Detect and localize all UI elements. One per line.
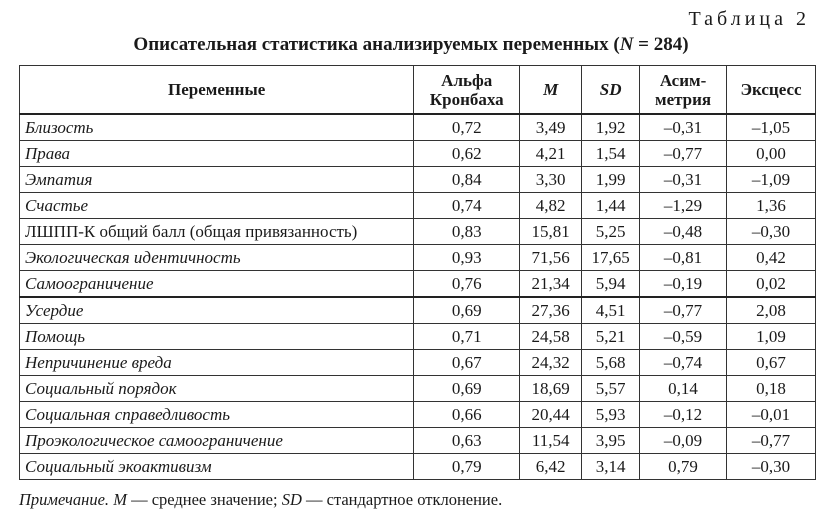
header-skewness [640, 66, 727, 115]
table-row [20, 428, 816, 454]
header-sd: SD [582, 66, 640, 115]
cell-alpha: 0,83 [414, 219, 520, 245]
cell-mean: 27,36 [520, 297, 582, 324]
cell-mean: 18,69 [520, 376, 582, 402]
cell-alpha: 0,79 [414, 454, 520, 480]
table-row [20, 114, 816, 141]
cell-kurtosis: 0,67 [727, 350, 816, 376]
cell-alpha: 0,71 [414, 324, 520, 350]
cell-skewness: –0,09 [640, 428, 727, 454]
cell-mean: 21,34 [520, 271, 582, 298]
note-sd-symbol: SD [281, 490, 302, 509]
cell-kurtosis: –1,05 [727, 114, 816, 141]
cell-variable: Социальный экоактивизм [20, 454, 414, 480]
cell-kurtosis: 1,09 [727, 324, 816, 350]
cell-variable: Социальный порядок [20, 376, 414, 402]
cell-kurtosis: 0,00 [727, 141, 816, 167]
cell-sd: 1,44 [582, 193, 640, 219]
cell-mean: 71,56 [520, 245, 582, 271]
header-alpha-line2: Кронбаха [429, 89, 504, 109]
cell-kurtosis: 1,36 [727, 193, 816, 219]
cell-alpha: 0,76 [414, 271, 520, 298]
cell-variable: Счастье [20, 193, 414, 219]
header-mean: M [520, 66, 582, 115]
cell-alpha: 0,93 [414, 245, 520, 271]
caption-n-symbol: N [619, 34, 634, 55]
cell-variable: Помощь [20, 324, 414, 350]
cell-variable: Самоограничение [20, 271, 414, 298]
cell-sd: 5,25 [582, 219, 640, 245]
table-row [20, 219, 816, 245]
cell-mean: 4,21 [520, 141, 582, 167]
cell-skewness: –0,19 [640, 271, 727, 298]
cell-mean: 3,49 [520, 114, 582, 141]
table-row [20, 402, 816, 428]
cell-alpha: 0,69 [414, 376, 520, 402]
cell-kurtosis: 0,18 [727, 376, 816, 402]
caption-prefix: Описательная статистика анализируемых переменных ( [133, 34, 620, 55]
table-row [20, 141, 816, 167]
table-row [20, 454, 816, 480]
cell-variable: Эмпатия [20, 167, 414, 193]
table-note [19, 490, 502, 510]
cell-variable: Непричинение вреда [20, 350, 414, 376]
cell-mean: 4,82 [520, 193, 582, 219]
cell-sd: 4,51 [582, 297, 640, 324]
cell-skewness: –0,31 [640, 167, 727, 193]
descriptive-statistics-table [19, 65, 816, 480]
note-m-symbol: M [113, 490, 127, 509]
cell-kurtosis: –1,09 [727, 167, 816, 193]
cell-mean: 24,58 [520, 324, 582, 350]
cell-variable: Экологическая идентичность [20, 245, 414, 271]
cell-sd: 5,57 [582, 376, 640, 402]
cell-skewness: –0,77 [640, 297, 727, 324]
note-label: Примечание. [19, 490, 110, 509]
table-row [20, 350, 816, 376]
cell-alpha: 0,62 [414, 141, 520, 167]
cell-alpha: 0,84 [414, 167, 520, 193]
cell-kurtosis: –0,01 [727, 402, 816, 428]
header-skew-line2: метрия [654, 89, 712, 109]
cell-variable: Усердие [20, 297, 414, 324]
cell-kurtosis: –0,30 [727, 454, 816, 480]
cell-sd: 5,21 [582, 324, 640, 350]
cell-variable: Права [20, 141, 414, 167]
cell-alpha: 0,72 [414, 114, 520, 141]
cell-kurtosis: 2,08 [727, 297, 816, 324]
cell-sd: 1,99 [582, 167, 640, 193]
cell-mean: 15,81 [520, 219, 582, 245]
note-m-text: — среднее значение; [126, 490, 282, 509]
cell-sd: 1,54 [582, 141, 640, 167]
table-caption [0, 34, 822, 56]
header-variables: Переменные [20, 66, 414, 115]
cell-kurtosis: –0,30 [727, 219, 816, 245]
cell-skewness: 0,79 [640, 454, 727, 480]
cell-skewness: –0,74 [640, 350, 727, 376]
table-body [20, 114, 816, 480]
table-row [20, 271, 816, 298]
table-number-label: Таблица 2 [688, 8, 810, 30]
cell-skewness: –1,29 [640, 193, 727, 219]
cell-skewness: –0,31 [640, 114, 727, 141]
cell-skewness: 0,14 [640, 376, 727, 402]
cell-skewness: –0,59 [640, 324, 727, 350]
cell-mean: 6,42 [520, 454, 582, 480]
table-row [20, 297, 816, 324]
cell-variable: Социальная справедливость [20, 402, 414, 428]
cell-kurtosis: 0,42 [727, 245, 816, 271]
cell-mean: 24,32 [520, 350, 582, 376]
cell-alpha: 0,67 [414, 350, 520, 376]
header-alpha-line1: Альфа [441, 70, 493, 90]
cell-sd: 1,92 [582, 114, 640, 141]
note-sd-text: — стандартное отклонение. [301, 490, 503, 509]
cell-kurtosis: –0,77 [727, 428, 816, 454]
header-cronbach-alpha [414, 66, 520, 115]
header-skew-line1: Асим- [659, 70, 707, 90]
cell-alpha: 0,74 [414, 193, 520, 219]
cell-sd: 3,95 [582, 428, 640, 454]
table-row [20, 193, 816, 219]
caption-n-value: = 284) [633, 34, 689, 55]
table-header [20, 66, 816, 115]
header-kurtosis: Эксцесс [727, 66, 816, 115]
cell-skewness: –0,48 [640, 219, 727, 245]
cell-alpha: 0,66 [414, 402, 520, 428]
cell-alpha: 0,69 [414, 297, 520, 324]
table-row [20, 324, 816, 350]
cell-sd: 5,93 [582, 402, 640, 428]
table-row [20, 245, 816, 271]
cell-skewness: –0,81 [640, 245, 727, 271]
cell-alpha: 0,63 [414, 428, 520, 454]
cell-variable: Близость [20, 114, 414, 141]
header-row [20, 66, 816, 115]
cell-skewness: –0,77 [640, 141, 727, 167]
cell-sd: 17,65 [582, 245, 640, 271]
cell-sd: 3,14 [582, 454, 640, 480]
table-row [20, 376, 816, 402]
table-row [20, 167, 816, 193]
cell-sd: 5,68 [582, 350, 640, 376]
cell-sd: 5,94 [582, 271, 640, 298]
cell-kurtosis: 0,02 [727, 271, 816, 298]
cell-skewness: –0,12 [640, 402, 727, 428]
cell-mean: 20,44 [520, 402, 582, 428]
cell-variable: Проэкологическое самоограничение [20, 428, 414, 454]
cell-mean: 3,30 [520, 167, 582, 193]
cell-variable: ЛШПП-К общий балл (общая привязанность) [20, 219, 414, 245]
cell-mean: 11,54 [520, 428, 582, 454]
